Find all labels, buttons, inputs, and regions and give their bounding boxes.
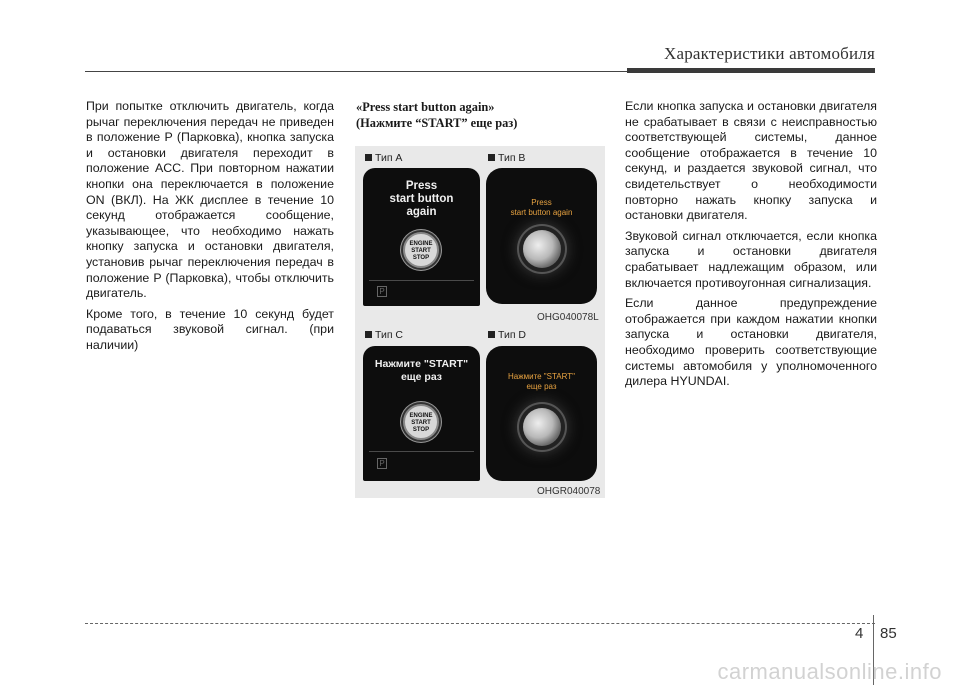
cluster-display-c (363, 346, 480, 481)
heading-english: «Press start button again» (356, 100, 495, 114)
bullet-square-icon (365, 154, 372, 161)
paragraph: При попытке отключить двигатель, когда рычаг переключения передач не приведен в положение P (Парковка), кнопка запуска и остановки двигателя переходит в положение ACC. При повторном нажатии кнопки она переключается в положение ON (ВКЛ). На ЖК дисплее в течение 10 секунд отображается сообщение, указывающее, что необходимо нажать кнопку запуска и остановки двигателя, установив рычаг переключения передач в положение P (Парковка), чтобы отключить двигатель. (86, 99, 334, 301)
bullet-square-icon (488, 154, 495, 161)
bullet-square-icon (488, 331, 495, 338)
header-rule-accent (627, 68, 875, 73)
lcd-message: Нажмите "START" еще раз (508, 372, 575, 391)
lcd-message: Press start button again (510, 198, 573, 217)
start-button-glow-icon (523, 408, 561, 446)
lcd-message: Нажмите "START" еще раз (374, 358, 469, 383)
cluster-figure (355, 146, 605, 498)
bullet-square-icon (365, 331, 372, 338)
text-column-right (625, 99, 877, 395)
heading-russian: (Нажмите “START” еще раз) (356, 116, 518, 130)
cluster-display-d (486, 346, 597, 481)
paragraph: Если кнопка запуска и остановки двигателя не срабатывает в связи с неисправностью соответствующей системы, данное сообщение отображается в течение 10 секунд, и раздается звуковой сигнал, что свидетельствует о необходимости повторно нажать кнопку запуска и остановки двигателя. (625, 99, 877, 223)
paragraph: Если данное предупреждение отображается при каждом нажатии кнопки запуска и остановки двигателя, необходимо проверить соответствующие системы автомобиля у уполномоченного дилера HYUNDAI. (625, 296, 877, 389)
start-button-glow-icon (523, 230, 561, 268)
panel-label-b: Тип B (488, 152, 525, 164)
cluster-display-b (486, 168, 597, 304)
cluster-divider (369, 280, 474, 281)
panel-label-c: Тип C (365, 329, 403, 341)
figure-code: OHG040078L (537, 312, 599, 323)
page-number: 85 (880, 625, 897, 642)
engine-start-stop-button-icon: ENGINE START STOP (403, 404, 439, 440)
chapter-number: 4 (855, 625, 864, 642)
panel-label-a: Тип A (365, 152, 402, 164)
figure-code: OHGR040078 (537, 486, 601, 497)
footer-rule (85, 623, 875, 624)
cluster-divider (369, 451, 474, 452)
paragraph: Звуковой сигнал отключается, если кнопка запуска и остановки двигателя срабатывает надлежащим образом, или включается противоугонная сигнализация. (625, 228, 877, 290)
engine-start-stop-button-icon: ENGINE START STOP (403, 232, 439, 268)
watermark: carmanualsonline.info (717, 659, 942, 684)
page-header-title: Характеристики автомобиля (664, 44, 875, 63)
lcd-message: Press start button again (389, 180, 454, 218)
park-indicator-icon: P (377, 458, 387, 469)
text-column-left (86, 99, 334, 359)
section-heading (356, 99, 606, 131)
cluster-display-a (363, 168, 480, 306)
panel-label-d: Тип D (488, 329, 526, 341)
paragraph: Кроме того, в течение 10 секунд будет подаваться звуковой сигнал. (при наличии) (86, 306, 334, 352)
park-indicator-icon: P (377, 286, 387, 297)
